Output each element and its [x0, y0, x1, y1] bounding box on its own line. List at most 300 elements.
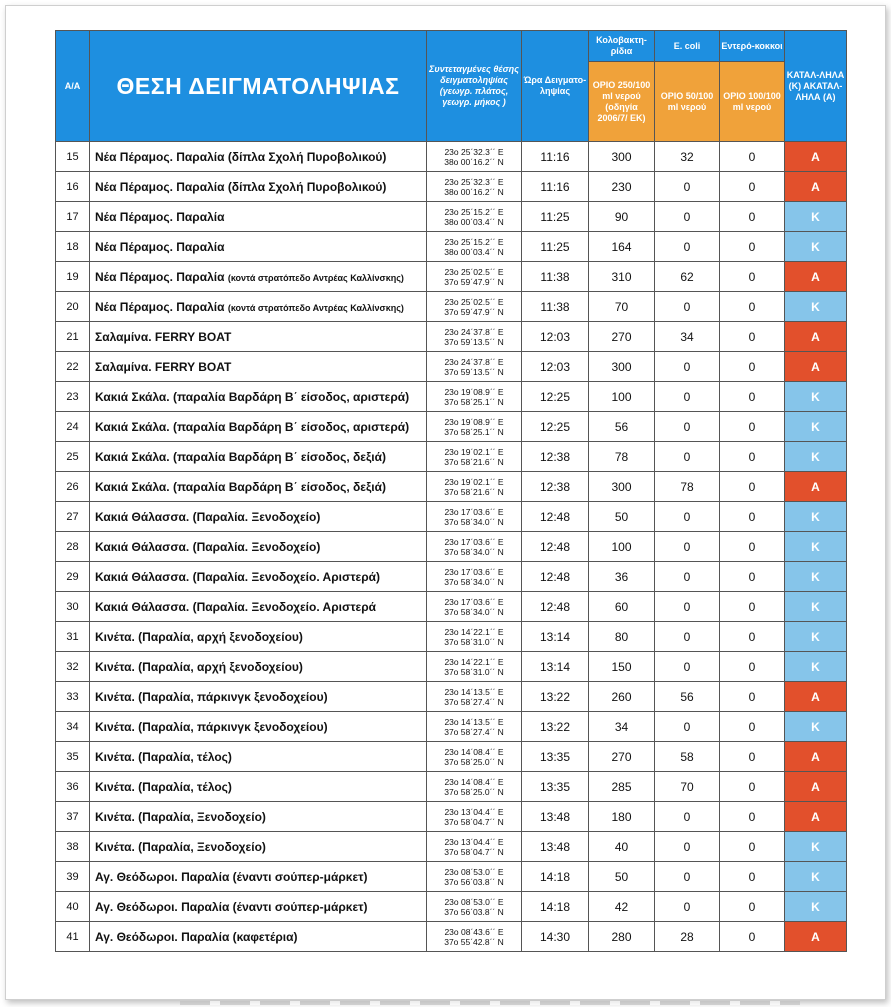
coordinate-lat: 38ο 00΄03.4΄΄ Ν	[444, 246, 504, 257]
coordinate-lat: 37ο 59΄47.9΄΄ Ν	[444, 306, 504, 317]
sampling-time: 13:22	[522, 682, 589, 712]
coordinate-lat: 37ο 56΄03.8΄΄ Ν	[444, 906, 504, 917]
coordinate-lat: 38ο 00΄16.2΄΄ Ν	[444, 186, 504, 197]
coordinate-lat: 37ο 58΄25.0΄΄ Ν	[444, 756, 504, 767]
coordinate-lon: 23ο 24΄37.8΄΄ Ε	[444, 356, 504, 367]
sampling-results-table	[55, 30, 847, 952]
coordinate-lon: 23ο 25΄32.3΄΄ Ε	[444, 176, 504, 187]
header-coliform-limit: ΟΡΙΟ 250/100 ml νερού (οδηγία 2006/7/ ΕΚ)	[589, 62, 655, 142]
coordinates	[427, 892, 522, 922]
location-name: Κακιά Θάλασσα. (Παραλία. Ξενοδοχείο)	[95, 509, 321, 524]
coordinate-lat: 37ο 55΄42.8΄΄ Ν	[444, 936, 504, 947]
sampling-time: 12:38	[522, 442, 589, 472]
table-body	[56, 142, 847, 952]
ecoli-value: 0	[655, 292, 720, 322]
suitability-badge: Α	[785, 922, 847, 952]
coordinates	[427, 652, 522, 682]
ecoli-value: 0	[655, 802, 720, 832]
coordinate-lat: 37ο 58΄04.7΄΄ Ν	[444, 816, 504, 827]
table-row	[56, 322, 847, 352]
sampling-location	[90, 382, 427, 412]
header-result: ΚΑΤΑΛ-ΛΗΛΑ (Κ) ΑΚΑΤΑΛ-ΛΗΛΑ (Α)	[785, 31, 847, 142]
table-row	[56, 772, 847, 802]
location-name: Κακιά Θάλασσα. (Παραλία. Ξενοδοχείο. Αριστερά)	[95, 569, 381, 584]
sampling-time: 11:38	[522, 292, 589, 322]
coliform-value: 40	[589, 832, 655, 862]
coordinate-lat: 37ο 58΄25.1΄΄ Ν	[444, 426, 504, 437]
row-number: 20	[56, 292, 90, 322]
coordinates	[427, 772, 522, 802]
coordinates	[427, 502, 522, 532]
sampling-time: 12:48	[522, 532, 589, 562]
enterococci-value: 0	[720, 322, 785, 352]
row-number: 28	[56, 532, 90, 562]
row-number: 24	[56, 412, 90, 442]
coordinate-lon: 23ο 19΄02.1΄΄ Ε	[444, 476, 504, 487]
ecoli-value: 0	[655, 622, 720, 652]
coordinate-lon: 23ο 25΄32.3΄΄ Ε	[444, 146, 504, 157]
coordinate-lon: 23ο 14΄13.5΄΄ Ε	[444, 686, 504, 697]
coliform-value: 300	[589, 142, 655, 172]
ecoli-value: 0	[655, 502, 720, 532]
location-name: Κινέτα. (Παραλία, πάρκινγκ ξενοδοχείου)	[95, 719, 328, 734]
coliform-value: 270	[589, 322, 655, 352]
coordinate-lon: 23ο 19΄08.9΄΄ Ε	[444, 386, 504, 397]
row-number: 19	[56, 262, 90, 292]
coordinate-lat: 37ο 58΄34.0΄΄ Ν	[444, 546, 504, 557]
enterococci-value: 0	[720, 712, 785, 742]
ecoli-value: 0	[655, 172, 720, 202]
coordinates	[427, 142, 522, 172]
sampling-time: 12:48	[522, 562, 589, 592]
ecoli-value: 56	[655, 682, 720, 712]
table-row	[56, 682, 847, 712]
location-name: Κακιά Σκάλα. (παραλία Βαρδάρη Β΄ είσοδος, αριστερά)	[95, 389, 410, 404]
table-row	[56, 622, 847, 652]
ecoli-value: 78	[655, 472, 720, 502]
suitability-badge: Α	[785, 682, 847, 712]
table-row	[56, 412, 847, 442]
sampling-location	[90, 202, 427, 232]
ecoli-value: 0	[655, 592, 720, 622]
row-number: 36	[56, 772, 90, 802]
coliform-value: 280	[589, 922, 655, 952]
row-number: 15	[56, 142, 90, 172]
coordinates	[427, 352, 522, 382]
table-row	[56, 922, 847, 952]
coliform-value: 42	[589, 892, 655, 922]
suitability-badge: Κ	[785, 862, 847, 892]
sampling-location	[90, 532, 427, 562]
suitability-badge: Α	[785, 802, 847, 832]
enterococci-value: 0	[720, 682, 785, 712]
ecoli-value: 0	[655, 382, 720, 412]
enterococci-value: 0	[720, 772, 785, 802]
sampling-time: 14:18	[522, 862, 589, 892]
table-row	[56, 142, 847, 172]
header-ecoli-limit: ΟΡΙΟ 50/100 ml νερού	[655, 62, 720, 142]
sampling-time: 12:03	[522, 352, 589, 382]
coordinates	[427, 712, 522, 742]
coliform-value: 180	[589, 802, 655, 832]
coliform-value: 164	[589, 232, 655, 262]
header-enterococci: Εντερό-κοκκοι	[720, 31, 785, 62]
enterococci-value: 0	[720, 892, 785, 922]
ecoli-value: 58	[655, 742, 720, 772]
location-name: Κακιά Σκάλα. (παραλία Βαρδάρη Β΄ είσοδος, δεξιά)	[95, 479, 387, 494]
coordinate-lat: 38ο 00΄16.2΄΄ Ν	[444, 156, 504, 167]
coordinate-lat: 37ο 58΄31.0΄΄ Ν	[444, 636, 504, 647]
enterococci-value: 0	[720, 352, 785, 382]
row-number: 31	[56, 622, 90, 652]
coordinate-lon: 23ο 14΄08.4΄΄ Ε	[444, 746, 504, 757]
location-name: Κινέτα. (Παραλία, τέλος)	[95, 749, 232, 764]
ecoli-value: 0	[655, 862, 720, 892]
enterococci-value: 0	[720, 652, 785, 682]
coordinates	[427, 862, 522, 892]
coordinates	[427, 322, 522, 352]
coliform-value: 300	[589, 472, 655, 502]
suitability-badge: Κ	[785, 232, 847, 262]
sampling-location	[90, 442, 427, 472]
table-row	[56, 472, 847, 502]
table-row	[56, 292, 847, 322]
coliform-value: 90	[589, 202, 655, 232]
coliform-value: 80	[589, 622, 655, 652]
ecoli-value: 34	[655, 322, 720, 352]
sampling-time: 12:25	[522, 382, 589, 412]
sampling-location	[90, 802, 427, 832]
ecoli-value: 70	[655, 772, 720, 802]
coliform-value: 300	[589, 352, 655, 382]
row-number: 18	[56, 232, 90, 262]
coordinate-lat: 37ο 58΄31.0΄΄ Ν	[444, 666, 504, 677]
enterococci-value: 0	[720, 742, 785, 772]
location-name: Νέα Πέραμος. Παραλία	[95, 299, 225, 314]
coordinates	[427, 292, 522, 322]
sampling-time: 13:48	[522, 802, 589, 832]
ecoli-value: 0	[655, 652, 720, 682]
suitability-badge: Α	[785, 772, 847, 802]
location-note: (κοντά στρατόπεδο Αντρέας Καλλίνσκης)	[227, 272, 404, 283]
location-name: Σαλαμίνα. FERRY BOAT	[95, 329, 232, 344]
sampling-time: 13:22	[522, 712, 589, 742]
coordinates	[427, 682, 522, 712]
enterococci-value: 0	[720, 502, 785, 532]
enterococci-value: 0	[720, 202, 785, 232]
location-name: Κινέτα. (Παραλία, αρχή ξενοδοχείου)	[95, 659, 303, 674]
coordinate-lon: 23ο 08΄53.0΄΄ Ε	[444, 896, 504, 907]
coordinates	[427, 412, 522, 442]
coordinate-lat: 37ο 58΄21.6΄΄ Ν	[444, 486, 504, 497]
ecoli-value: 0	[655, 892, 720, 922]
row-number: 23	[56, 382, 90, 412]
coordinate-lat: 37ο 58΄04.7΄΄ Ν	[444, 846, 504, 857]
sampling-time: 11:25	[522, 232, 589, 262]
suitability-badge: Κ	[785, 502, 847, 532]
ecoli-value: 0	[655, 232, 720, 262]
sampling-location	[90, 682, 427, 712]
enterococci-value: 0	[720, 802, 785, 832]
location-name: Κινέτα. (Παραλία, πάρκινγκ ξενοδοχείου)	[95, 689, 328, 704]
sampling-time: 11:16	[522, 142, 589, 172]
suitability-badge: Κ	[785, 412, 847, 442]
sampling-time: 11:25	[522, 202, 589, 232]
sampling-location	[90, 742, 427, 772]
enterococci-value: 0	[720, 262, 785, 292]
location-name: Νέα Πέραμος. Παραλία	[95, 239, 225, 254]
suitability-badge: Α	[785, 172, 847, 202]
ecoli-value: 0	[655, 352, 720, 382]
enterococci-value: 0	[720, 922, 785, 952]
coordinates	[427, 202, 522, 232]
enterococci-value: 0	[720, 382, 785, 412]
coordinates	[427, 172, 522, 202]
table-row	[56, 802, 847, 832]
coordinate-lon: 23ο 14΄13.5΄΄ Ε	[444, 716, 504, 727]
coliform-value: 50	[589, 502, 655, 532]
sampling-location	[90, 562, 427, 592]
location-name: Κινέτα. (Παραλία, Ξενοδοχείο)	[95, 809, 266, 824]
coliform-value: 78	[589, 442, 655, 472]
coliform-value: 150	[589, 652, 655, 682]
coordinate-lon: 23ο 17΄03.6΄΄ Ε	[444, 566, 504, 577]
coordinate-lon: 23ο 17΄03.6΄΄ Ε	[444, 536, 504, 547]
coordinate-lon: 23ο 13΄04.4΄΄ Ε	[444, 806, 504, 817]
coordinate-lon: 23ο 25΄02.5΄΄ Ε	[444, 266, 504, 277]
coordinate-lat: 37ο 58΄21.6΄΄ Ν	[444, 456, 504, 467]
table-row	[56, 832, 847, 862]
row-number: 41	[56, 922, 90, 952]
suitability-badge: Κ	[785, 712, 847, 742]
sampling-location	[90, 832, 427, 862]
table-row	[56, 202, 847, 232]
coordinate-lat: 37ο 58΄34.0΄΄ Ν	[444, 576, 504, 587]
coordinate-lon: 23ο 19΄02.1΄΄ Ε	[444, 446, 504, 457]
suitability-badge: Α	[785, 262, 847, 292]
coliform-value: 285	[589, 772, 655, 802]
coordinate-lat: 37ο 56΄03.8΄΄ Ν	[444, 876, 504, 887]
coordinate-lon: 23ο 13΄04.4΄΄ Ε	[444, 836, 504, 847]
row-number: 39	[56, 862, 90, 892]
location-name: Κακιά Θάλασσα. (Παραλία. Ξενοδοχείο. Αριστερά	[95, 599, 377, 614]
coordinates	[427, 232, 522, 262]
enterococci-value: 0	[720, 472, 785, 502]
table-row	[56, 172, 847, 202]
coordinate-lon: 23ο 14΄08.4΄΄ Ε	[444, 776, 504, 787]
header-aa: Α/Α	[56, 31, 90, 142]
coordinates	[427, 562, 522, 592]
ecoli-value: 32	[655, 142, 720, 172]
coordinate-lat: 37ο 59΄13.5΄΄ Ν	[444, 336, 504, 347]
coordinate-lat: 37ο 58΄34.0΄΄ Ν	[444, 516, 504, 527]
coordinate-lat: 38ο 00΄03.4΄΄ Ν	[444, 216, 504, 227]
sampling-location	[90, 412, 427, 442]
sampling-time: 13:35	[522, 742, 589, 772]
coordinate-lat: 37ο 59΄47.9΄΄ Ν	[444, 276, 504, 287]
sampling-location	[90, 292, 427, 322]
suitability-badge: Κ	[785, 832, 847, 862]
coordinates	[427, 592, 522, 622]
location-name: Κινέτα. (Παραλία, αρχή ξενοδοχείου)	[95, 629, 303, 644]
coordinate-lat: 37ο 58΄27.4΄΄ Ν	[444, 726, 504, 737]
coordinates	[427, 382, 522, 412]
row-number: 22	[56, 352, 90, 382]
cropped-bottom-text	[180, 1001, 800, 1005]
sampling-time: 14:18	[522, 892, 589, 922]
header-coliform: Κολοβακτη-ρίδια	[589, 31, 655, 62]
row-number: 25	[56, 442, 90, 472]
coordinate-lon: 23ο 25΄15.2΄΄ Ε	[444, 236, 504, 247]
suitability-badge: Κ	[785, 562, 847, 592]
coliform-value: 34	[589, 712, 655, 742]
coordinate-lat: 37ο 58΄34.0΄΄ Ν	[444, 606, 504, 617]
location-name: Αγ. Θεόδωροι. Παραλία (έναντι σούπερ-μάρκετ)	[95, 899, 368, 914]
sampling-location	[90, 892, 427, 922]
header-enterococci-limit: ΟΡΙΟ 100/100 ml νερού	[720, 62, 785, 142]
header-ecoli: E. coli	[655, 31, 720, 62]
row-number: 40	[56, 892, 90, 922]
coliform-value: 270	[589, 742, 655, 772]
location-name: Κακιά Θάλασσα. (Παραλία. Ξενοδοχείο)	[95, 539, 321, 554]
coliform-value: 260	[589, 682, 655, 712]
coordinate-lat: 37ο 58΄25.1΄΄ Ν	[444, 396, 504, 407]
row-number: 16	[56, 172, 90, 202]
row-number: 29	[56, 562, 90, 592]
sampling-location	[90, 622, 427, 652]
sampling-time: 13:14	[522, 652, 589, 682]
sampling-time: 11:38	[522, 262, 589, 292]
suitability-badge: Κ	[785, 622, 847, 652]
enterococci-value: 0	[720, 442, 785, 472]
suitability-badge: Α	[785, 322, 847, 352]
sampling-location	[90, 322, 427, 352]
table-row	[56, 562, 847, 592]
coliform-value: 100	[589, 382, 655, 412]
sampling-time: 12:48	[522, 502, 589, 532]
row-number: 33	[56, 682, 90, 712]
ecoli-value: 0	[655, 532, 720, 562]
enterococci-value: 0	[720, 412, 785, 442]
coordinate-lat: 37ο 59΄13.5΄΄ Ν	[444, 366, 504, 377]
enterococci-value: 0	[720, 622, 785, 652]
sampling-time: 12:48	[522, 592, 589, 622]
sampling-time: 11:16	[522, 172, 589, 202]
sampling-location	[90, 862, 427, 892]
header-sampling-location: ΘΕΣΗ ΔΕΙΓΜΑΤΟΛΗΨΙΑΣ	[90, 31, 427, 142]
coordinates	[427, 472, 522, 502]
sampling-location	[90, 472, 427, 502]
table-row	[56, 502, 847, 532]
table-row	[56, 892, 847, 922]
sampling-location	[90, 502, 427, 532]
table-row	[56, 442, 847, 472]
sampling-time: 13:35	[522, 772, 589, 802]
ecoli-value: 28	[655, 922, 720, 952]
sampling-location	[90, 772, 427, 802]
coordinate-lon: 23ο 24΄37.8΄΄ Ε	[444, 326, 504, 337]
location-name: Κινέτα. (Παραλία, τέλος)	[95, 779, 232, 794]
ecoli-value: 0	[655, 412, 720, 442]
sampling-location	[90, 172, 427, 202]
coordinates	[427, 832, 522, 862]
sampling-time: 13:14	[522, 622, 589, 652]
table-row	[56, 742, 847, 772]
sampling-time: 12:25	[522, 412, 589, 442]
suitability-badge: Α	[785, 142, 847, 172]
enterococci-value: 0	[720, 592, 785, 622]
coordinates	[427, 532, 522, 562]
coliform-value: 70	[589, 292, 655, 322]
coliform-value: 100	[589, 532, 655, 562]
sampling-time: 14:30	[522, 922, 589, 952]
sampling-time: 12:03	[522, 322, 589, 352]
sampling-location	[90, 262, 427, 292]
row-number: 35	[56, 742, 90, 772]
location-name: Κακιά Σκάλα. (παραλία Βαρδάρη Β΄ είσοδος, αριστερά)	[95, 419, 410, 434]
sampling-time: 12:38	[522, 472, 589, 502]
coliform-value: 60	[589, 592, 655, 622]
sampling-location	[90, 712, 427, 742]
enterococci-value: 0	[720, 862, 785, 892]
coordinates	[427, 622, 522, 652]
coordinate-lon: 23ο 17΄03.6΄΄ Ε	[444, 596, 504, 607]
header-coordinates: Συντεταγμένες θέσης δειγματοληψίας (γεωγρ. πλάτος, γεωγρ. μήκος )	[427, 31, 522, 142]
coliform-value: 310	[589, 262, 655, 292]
coordinate-lon: 23ο 17΄03.6΄΄ Ε	[444, 506, 504, 517]
table-row	[56, 532, 847, 562]
coordinate-lon: 23ο 14΄22.1΄΄ Ε	[444, 626, 504, 637]
row-number: 26	[56, 472, 90, 502]
row-number: 37	[56, 802, 90, 832]
location-note: (κοντά στρατόπεδο Αντρέας Καλλίνσκης)	[227, 302, 404, 313]
coordinate-lon: 23ο 08΄53.0΄΄ Ε	[444, 866, 504, 877]
enterococci-value: 0	[720, 142, 785, 172]
header-sampling-time: Ώρα Δειγματο-ληψίας	[522, 31, 589, 142]
coordinate-lon: 23ο 25΄15.2΄΄ Ε	[444, 206, 504, 217]
sampling-time: 13:48	[522, 832, 589, 862]
ecoli-value: 0	[655, 202, 720, 232]
coliform-value: 230	[589, 172, 655, 202]
coliform-value: 50	[589, 862, 655, 892]
sampling-location	[90, 232, 427, 262]
table-row	[56, 232, 847, 262]
location-name: Νέα Πέραμος. Παραλία (δίπλα Σχολή Πυροβολικού)	[95, 149, 387, 164]
ecoli-value: 0	[655, 562, 720, 592]
coordinates	[427, 922, 522, 952]
enterococci-value: 0	[720, 292, 785, 322]
coordinate-lon: 23ο 14΄22.1΄΄ Ε	[444, 656, 504, 667]
location-name: Νέα Πέραμος. Παραλία	[95, 269, 225, 284]
coordinates	[427, 442, 522, 472]
location-name: Νέα Πέραμος. Παραλία (δίπλα Σχολή Πυροβολικού)	[95, 179, 387, 194]
enterococci-value: 0	[720, 532, 785, 562]
sampling-location	[90, 652, 427, 682]
ecoli-value: 0	[655, 442, 720, 472]
suitability-badge: Κ	[785, 892, 847, 922]
ecoli-value: 0	[655, 832, 720, 862]
row-number: 21	[56, 322, 90, 352]
table-row	[56, 352, 847, 382]
enterococci-value: 0	[720, 562, 785, 592]
table-row	[56, 262, 847, 292]
sampling-location	[90, 142, 427, 172]
location-name: Αγ. Θεόδωροι. Παραλία (καφετέρια)	[95, 929, 298, 944]
suitability-badge: Κ	[785, 292, 847, 322]
location-name: Αγ. Θεόδωροι. Παραλία (έναντι σούπερ-μάρκετ)	[95, 869, 368, 884]
row-number: 32	[56, 652, 90, 682]
coordinates	[427, 802, 522, 832]
